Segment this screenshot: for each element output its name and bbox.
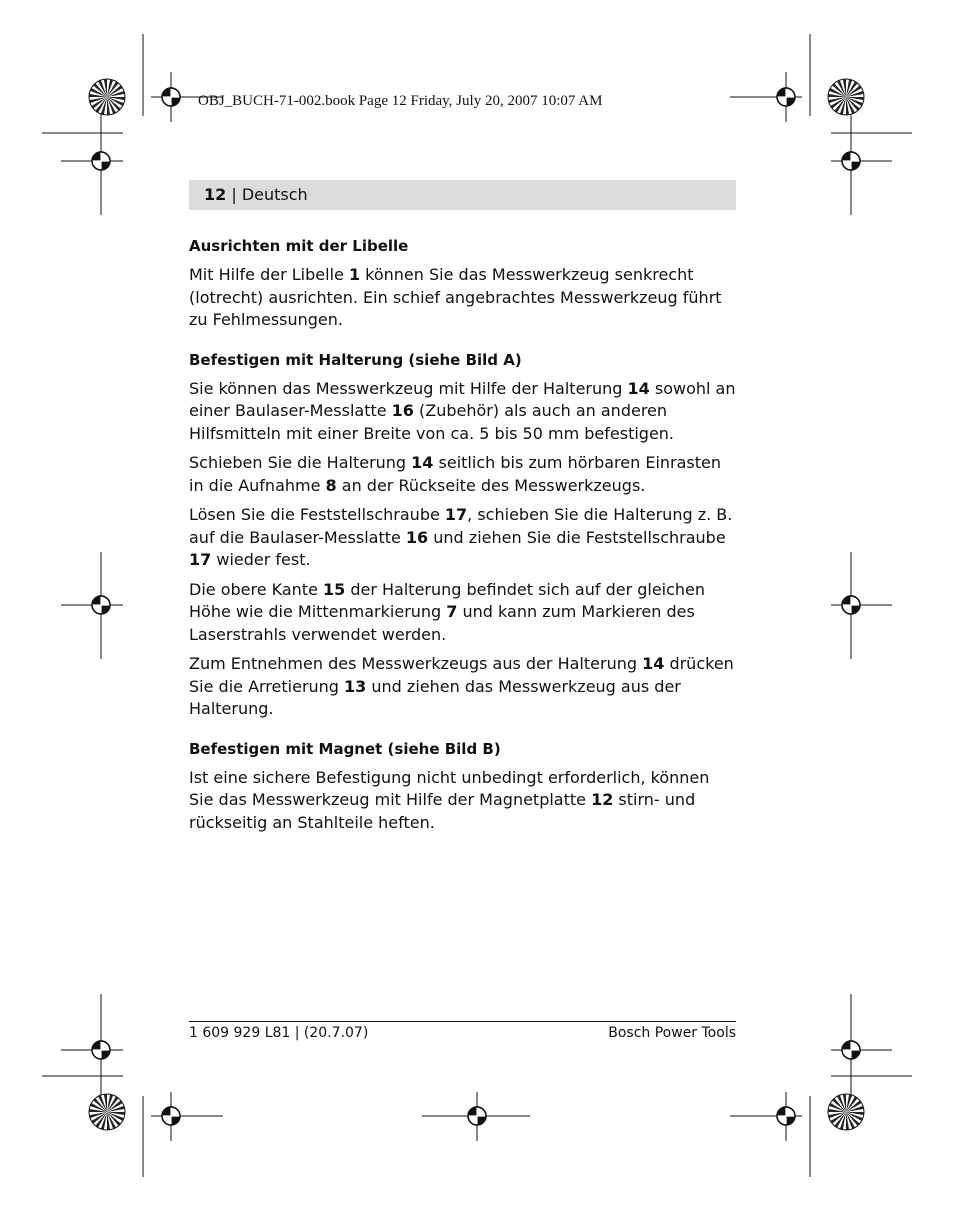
text-run: , schieben Sie die Halterung z. B. auf die Baulaser-Messlatte — [189, 505, 733, 547]
part-number-ref: 12 — [591, 790, 614, 809]
body-paragraph — [189, 264, 737, 332]
part-number-ref: 16 — [405, 527, 429, 547]
text-run: Die obere Kante — [189, 579, 323, 599]
part-number-ref: 15 — [323, 579, 346, 599]
text-run: seitlich bis zum hörbaren Einrasten in die Aufnahme — [189, 453, 722, 495]
part-number-ref: 16 — [391, 401, 414, 420]
part-number-ref: 14 — [642, 654, 665, 673]
text-run: drücken Sie die Arretierung — [189, 654, 734, 696]
part-number-ref: 7 — [446, 602, 458, 621]
text-run: können Sie das Messwerkzeug senkrecht (lotrecht) ausrichten. Ein schief angebrachtes Messwerkzeug führt zu Fehlmessungen. — [189, 265, 722, 329]
section-heading: Befestigen mit Magnet (siehe Bild B) — [189, 739, 501, 758]
part-number-ref: 14 — [411, 453, 434, 472]
text-run: Ist eine sichere Befestigung nicht unbedingt erforderlich, können Sie das Messwerkzeug mit Hilfe der Magnetplatte — [189, 767, 710, 809]
body-paragraph — [189, 579, 737, 647]
text-run: der Halterung befindet sich auf der gleichen Höhe wie die Mittenmarkierung — [189, 579, 706, 621]
star-target-mark — [89, 79, 125, 115]
text-run: stirn- und rückseitig an Stahlteile heften. — [189, 790, 696, 832]
text-run: und kann zum Markieren des Laserstrahls verwendet werden. — [189, 602, 695, 644]
part-number-ref: 1 — [348, 265, 361, 284]
footer-divider — [189, 1021, 736, 1022]
page-header — [189, 180, 736, 210]
part-number-ref: 14 — [627, 378, 650, 398]
section-heading: Befestigen mit Halterung (siehe Bild A) — [189, 350, 522, 369]
text-run: Sie können das Messwerkzeug mit Hilfe der Halterung — [189, 378, 628, 398]
footer-brand: Bosch Power Tools — [608, 1025, 736, 1041]
section-heading: Ausrichten mit der Libelle — [189, 237, 409, 255]
part-number-ref: 17 — [444, 505, 468, 524]
book-slug: OBJ_BUCH-71-002.book Page 12 Friday, July 20, 2007 10:07 AM — [198, 93, 603, 109]
star-target-mark — [89, 1094, 125, 1130]
text-run: Zum Entnehmen des Messwerkzeugs aus der Halterung — [189, 654, 643, 673]
text-run: sowohl an einer Baulaser-Messlatte — [189, 378, 736, 420]
header-separator: | — [226, 185, 242, 204]
body-paragraph — [189, 378, 737, 446]
header-language: Deutsch — [241, 185, 308, 204]
part-number-ref: 17 — [189, 550, 212, 569]
part-number-ref: 13 — [344, 676, 367, 696]
body-paragraph — [189, 653, 737, 721]
footer-doc-number: 1 609 929 L81 | (20.7.07) — [189, 1025, 369, 1041]
text-run: wieder fest. — [211, 550, 311, 569]
text-run: Lösen Sie die Feststellschraube — [189, 505, 445, 524]
body-paragraph — [189, 504, 737, 572]
page-content — [189, 236, 737, 852]
text-run: Schieben Sie die Halterung — [189, 453, 412, 472]
part-number-ref: 8 — [325, 475, 337, 495]
text-run: und ziehen Sie die Feststellschraube — [428, 527, 726, 547]
star-target-mark — [828, 1094, 864, 1130]
text-run: und ziehen das Messwerkzeug aus der Halterung. — [189, 676, 681, 718]
text-run: (Zubehör) als auch an anderen Hilfsmitteln mit einer Breite von ca. 5 bis 50 mm befestigen. — [189, 401, 675, 443]
body-paragraph — [189, 452, 737, 497]
text-run: an der Rückseite des Messwerkzeugs. — [336, 475, 646, 495]
text-run: Mit Hilfe der Libelle — [189, 265, 349, 284]
page-number: 12 — [204, 185, 227, 204]
body-paragraph — [189, 767, 737, 835]
star-target-mark — [828, 79, 864, 115]
